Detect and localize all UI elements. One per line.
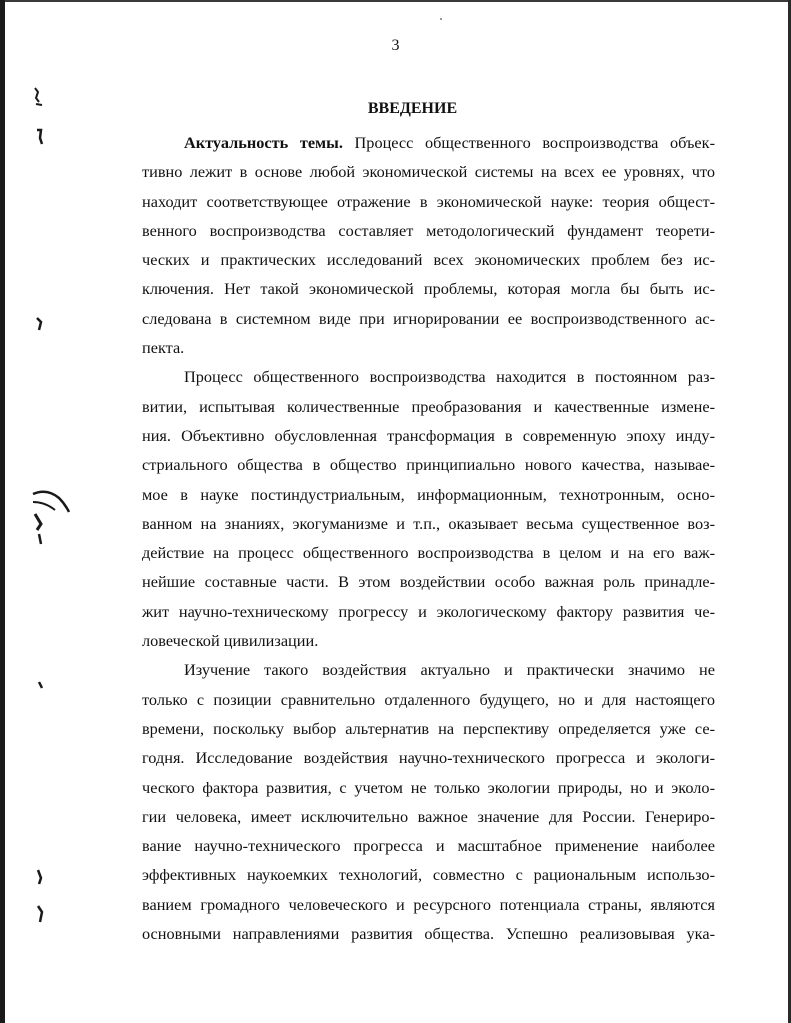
text-line: ческих и практических исследований всех экономических проблем без ис-	[142, 250, 715, 270]
scan-binding-marks	[5, 0, 75, 1023]
text-line-rest: Процесс общественного воспроизводства объек-	[342, 133, 715, 152]
text-line: пекта.	[142, 338, 185, 358]
text-line: действие на процесс общественного воспроизводства в целом и на его важ-	[142, 543, 715, 563]
text-line: жит научно-техническому прогрессу и экологическому фактору развития че-	[142, 601, 715, 621]
page-number: 3	[391, 37, 400, 54]
paragraph-1	[142, 128, 715, 362]
body-text	[142, 128, 715, 948]
text-line: Изучение такого воздействия актуально и практически значимо не	[184, 660, 715, 680]
scan-top-edge	[0, 0, 791, 2]
section-heading: ВВЕДЕНИЕ	[367, 100, 458, 117]
text-line: тивно лежит в основе любой экономической системы на всех ее уровнях, что	[142, 162, 715, 182]
text-line: Процесс общественного воспроизводства находится в постоянном раз-	[184, 367, 715, 387]
text-line: мое в науке постиндустриальным, информационным, технотронным, осно-	[142, 484, 715, 504]
scan-speck	[440, 18, 442, 20]
text-line: ключения. Нет такой экономической проблемы, которая могла бы быть ис-	[142, 279, 715, 299]
text-line: времени, поскольку выбор альтернатив на перспективу определяется уже се-	[142, 718, 715, 738]
text-line: гии человека, имеет исключительно важное значение для России. Генериро-	[142, 806, 715, 826]
text-line: стриального общества в общество принципиально нового качества, называе-	[142, 455, 715, 475]
lead-phrase: Актуальность темы.	[184, 133, 343, 152]
paragraph-2	[142, 362, 715, 655]
text-line: вание научно-технического прогресса и масштабное применение наиболее	[142, 836, 715, 856]
text-line: нейшие составные части. В этом воздействии особо важная роль принадле-	[142, 572, 715, 592]
text-line: витии, испытывая количественные преобразования и качественные измене-	[142, 396, 715, 416]
text-line: ванием громадного человеческого и ресурсного потенциала страны, являются	[142, 894, 715, 914]
text-line: годня. Исследование воздействия научно-технического прогресса и экологи-	[142, 748, 715, 768]
text-line: ловеческой цивилизации.	[142, 631, 319, 651]
text-line: только с позиции сравнительно отдаленного будущего, но и для настоящего	[142, 689, 715, 709]
text-line: находит соответствующее отражение в экономической науке: теория общест-	[142, 191, 715, 211]
text-line: следована в системном виде при игнорировании ее воспроизводственного ас-	[142, 308, 715, 328]
text-line: венного воспроизводства составляет методологический фундамент теорети-	[142, 220, 715, 240]
text-line: эффективных наукоемких технологий, совместно с рациональным использо-	[142, 865, 715, 885]
text-line: ванном на знаниях, экогуманизме и т.п., оказывает весьма существенное воз-	[142, 513, 715, 533]
text-line: основными направлениями развития общества. Успешно реализовывая ука-	[142, 924, 715, 944]
text-line: ческого фактора развития, с учетом не только экологии природы, но и эколо-	[142, 777, 715, 797]
paragraph-3	[142, 655, 715, 948]
text-line: ния. Объективно обусловленная трансформация в современную эпоху инду-	[142, 425, 715, 445]
text-line	[142, 128, 715, 157]
